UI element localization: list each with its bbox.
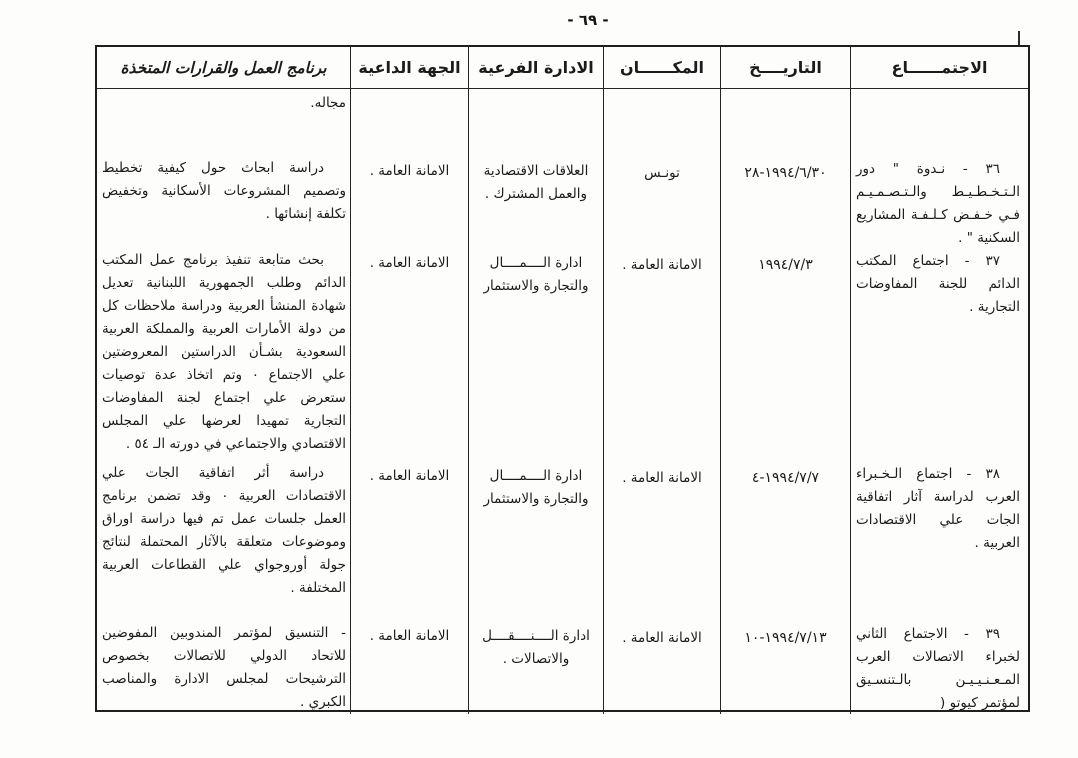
program-text: دراسة أثر اتفاقية الجات علي الاقتصادات العربية ٠ وقد تضمن برنامج العمل جلسات عمل تم فيها دراسة اوراق وموضوعات متعلقة بالآثار المحتملة لنتائج جولة أوروجواي علي القطاعات العربية المختلفة . xyxy=(102,465,346,596)
sub-admin-name: العلاقات الاقتصادية والعمل المشترك . xyxy=(483,163,589,202)
meeting-date: ١٩٩٤/٧/٣ xyxy=(758,257,813,273)
column-header-meeting: الاجتمــــــاع xyxy=(850,47,1028,89)
date-cell xyxy=(720,454,850,614)
date-cell xyxy=(720,149,850,241)
continuation-text-cell xyxy=(97,89,350,149)
column-header-program: برنامج العمل والقرارات المتخذة xyxy=(97,47,350,89)
meeting-date: ١٩٩٤/٧/٧-٤ xyxy=(751,470,820,486)
sub-admin-cell xyxy=(468,149,603,241)
program-cell xyxy=(97,241,350,454)
continuation-text: مجاله. xyxy=(310,95,346,111)
program-cell xyxy=(97,149,350,241)
cell-empty xyxy=(350,89,468,149)
column-header-inviting-body: الجهة الداعية xyxy=(350,47,468,89)
inviting-body-cell xyxy=(350,454,468,614)
place-cell xyxy=(603,454,720,614)
column-header-sub-admin: الادارة الفرعية xyxy=(468,47,603,89)
program-text: دراسة ابحاث حول كيفية تخطيط وتصميم المشروعات الأسكانية وتخفيض تكلفة إنشائها . xyxy=(102,160,346,222)
sub-admin-cell xyxy=(468,614,603,714)
meeting-cell xyxy=(850,241,1028,454)
meeting-title: ٣٨ - اجتماع الـخـبراء العرب لدراسة آثار اتفاقية الجات علي الاقتصادات العربية . xyxy=(856,466,1020,551)
inviting-body-cell xyxy=(350,149,468,241)
inviting-body-name: الامانة العامة . xyxy=(369,628,450,644)
inviting-body-name: الامانة العامة . xyxy=(369,163,450,179)
column-header-place: المكــــــان xyxy=(603,47,720,89)
meeting-place: تونـس xyxy=(644,165,680,181)
program-cell xyxy=(97,454,350,614)
inviting-body-cell xyxy=(350,614,468,714)
meeting-cell xyxy=(850,614,1028,714)
meeting-title: ٣٦ - نـدوة " دور الـتـخـطـيـط والـتـصـمـيـم فـي خـفـض كـلـفـة المشاريع السكنية " . xyxy=(856,161,1020,246)
meeting-place: الامانة العامة . xyxy=(622,257,702,273)
meeting-title: ٣٩ - الاجتماع الثاني لخبراء الاتصالات العرب المـعـنـيـيـن بالـتنسـيق لمؤتمر كيوتو ( xyxy=(856,626,1020,711)
inviting-body-name: الامانة العامة . xyxy=(369,468,450,484)
cell-empty xyxy=(850,89,1028,149)
cell-empty xyxy=(468,89,603,149)
sub-admin-cell xyxy=(468,454,603,614)
sub-admin-name: ادارة الــــمــــال والتجارة والاستثمار xyxy=(483,468,589,507)
meeting-place: الامانة العامة . xyxy=(622,630,702,646)
sub-admin-name: ادارة الــــمــــال والتجارة والاستثمار xyxy=(483,255,589,294)
meeting-title: ٣٧ - اجتماع المكتب الدائم للجنة المفاوضات التجارية . xyxy=(856,253,1020,315)
date-cell xyxy=(720,614,850,714)
place-cell xyxy=(603,241,720,454)
page-number: - ٦٩ - xyxy=(567,11,609,29)
meeting-cell xyxy=(850,454,1028,614)
meeting-cell xyxy=(850,149,1028,246)
sub-admin-name: ادارة الــــنــــقــــل والاتصالات . xyxy=(482,628,590,667)
meeting-place: الامانة العامة . xyxy=(622,470,702,486)
date-cell xyxy=(720,241,850,454)
meetings-table xyxy=(95,45,1030,712)
place-cell xyxy=(603,614,720,714)
cell-empty xyxy=(603,89,720,149)
program-text: - التنسيق لمؤتمر المندوبين المفوضين للاتحاد الدولي للاتصالات بخصوص الترشيحات لمجلس الادارة والمناصب الكبري . xyxy=(102,625,346,710)
program-cell xyxy=(97,614,350,714)
meeting-date: ١٩٩٤/٧/١٣-١٠ xyxy=(744,630,827,646)
meeting-date: ١٩٩٤/٦/٣٠-٢٨ xyxy=(744,165,827,181)
program-text: بحث متابعة تنفيذ برنامج عمل المكتب الدائم وطلب الجمهورية اللبنانية تعديل شهادة المنشأ العربية ودراسة ملاحظات كل من دولة الأمارات العربية والمملكة العربية السعودية بشـأن الدراستين المعروضتين علي الاجتماع ٠ وتم اتخاذ عدة توصيات ستعرض علي اجتماع لجنة المفاوضات التجارية تمهيدا لعرضها علي المجلس الاقتصادي والاجتماعي في دورته الـ ٥٤ . xyxy=(102,252,346,452)
column-header-date: التاريــــخ xyxy=(720,47,850,89)
inviting-body-cell xyxy=(350,241,468,454)
inviting-body-name: الامانة العامة . xyxy=(369,255,450,271)
cell-empty xyxy=(720,89,850,149)
place-cell xyxy=(603,149,720,241)
sub-admin-cell xyxy=(468,241,603,454)
